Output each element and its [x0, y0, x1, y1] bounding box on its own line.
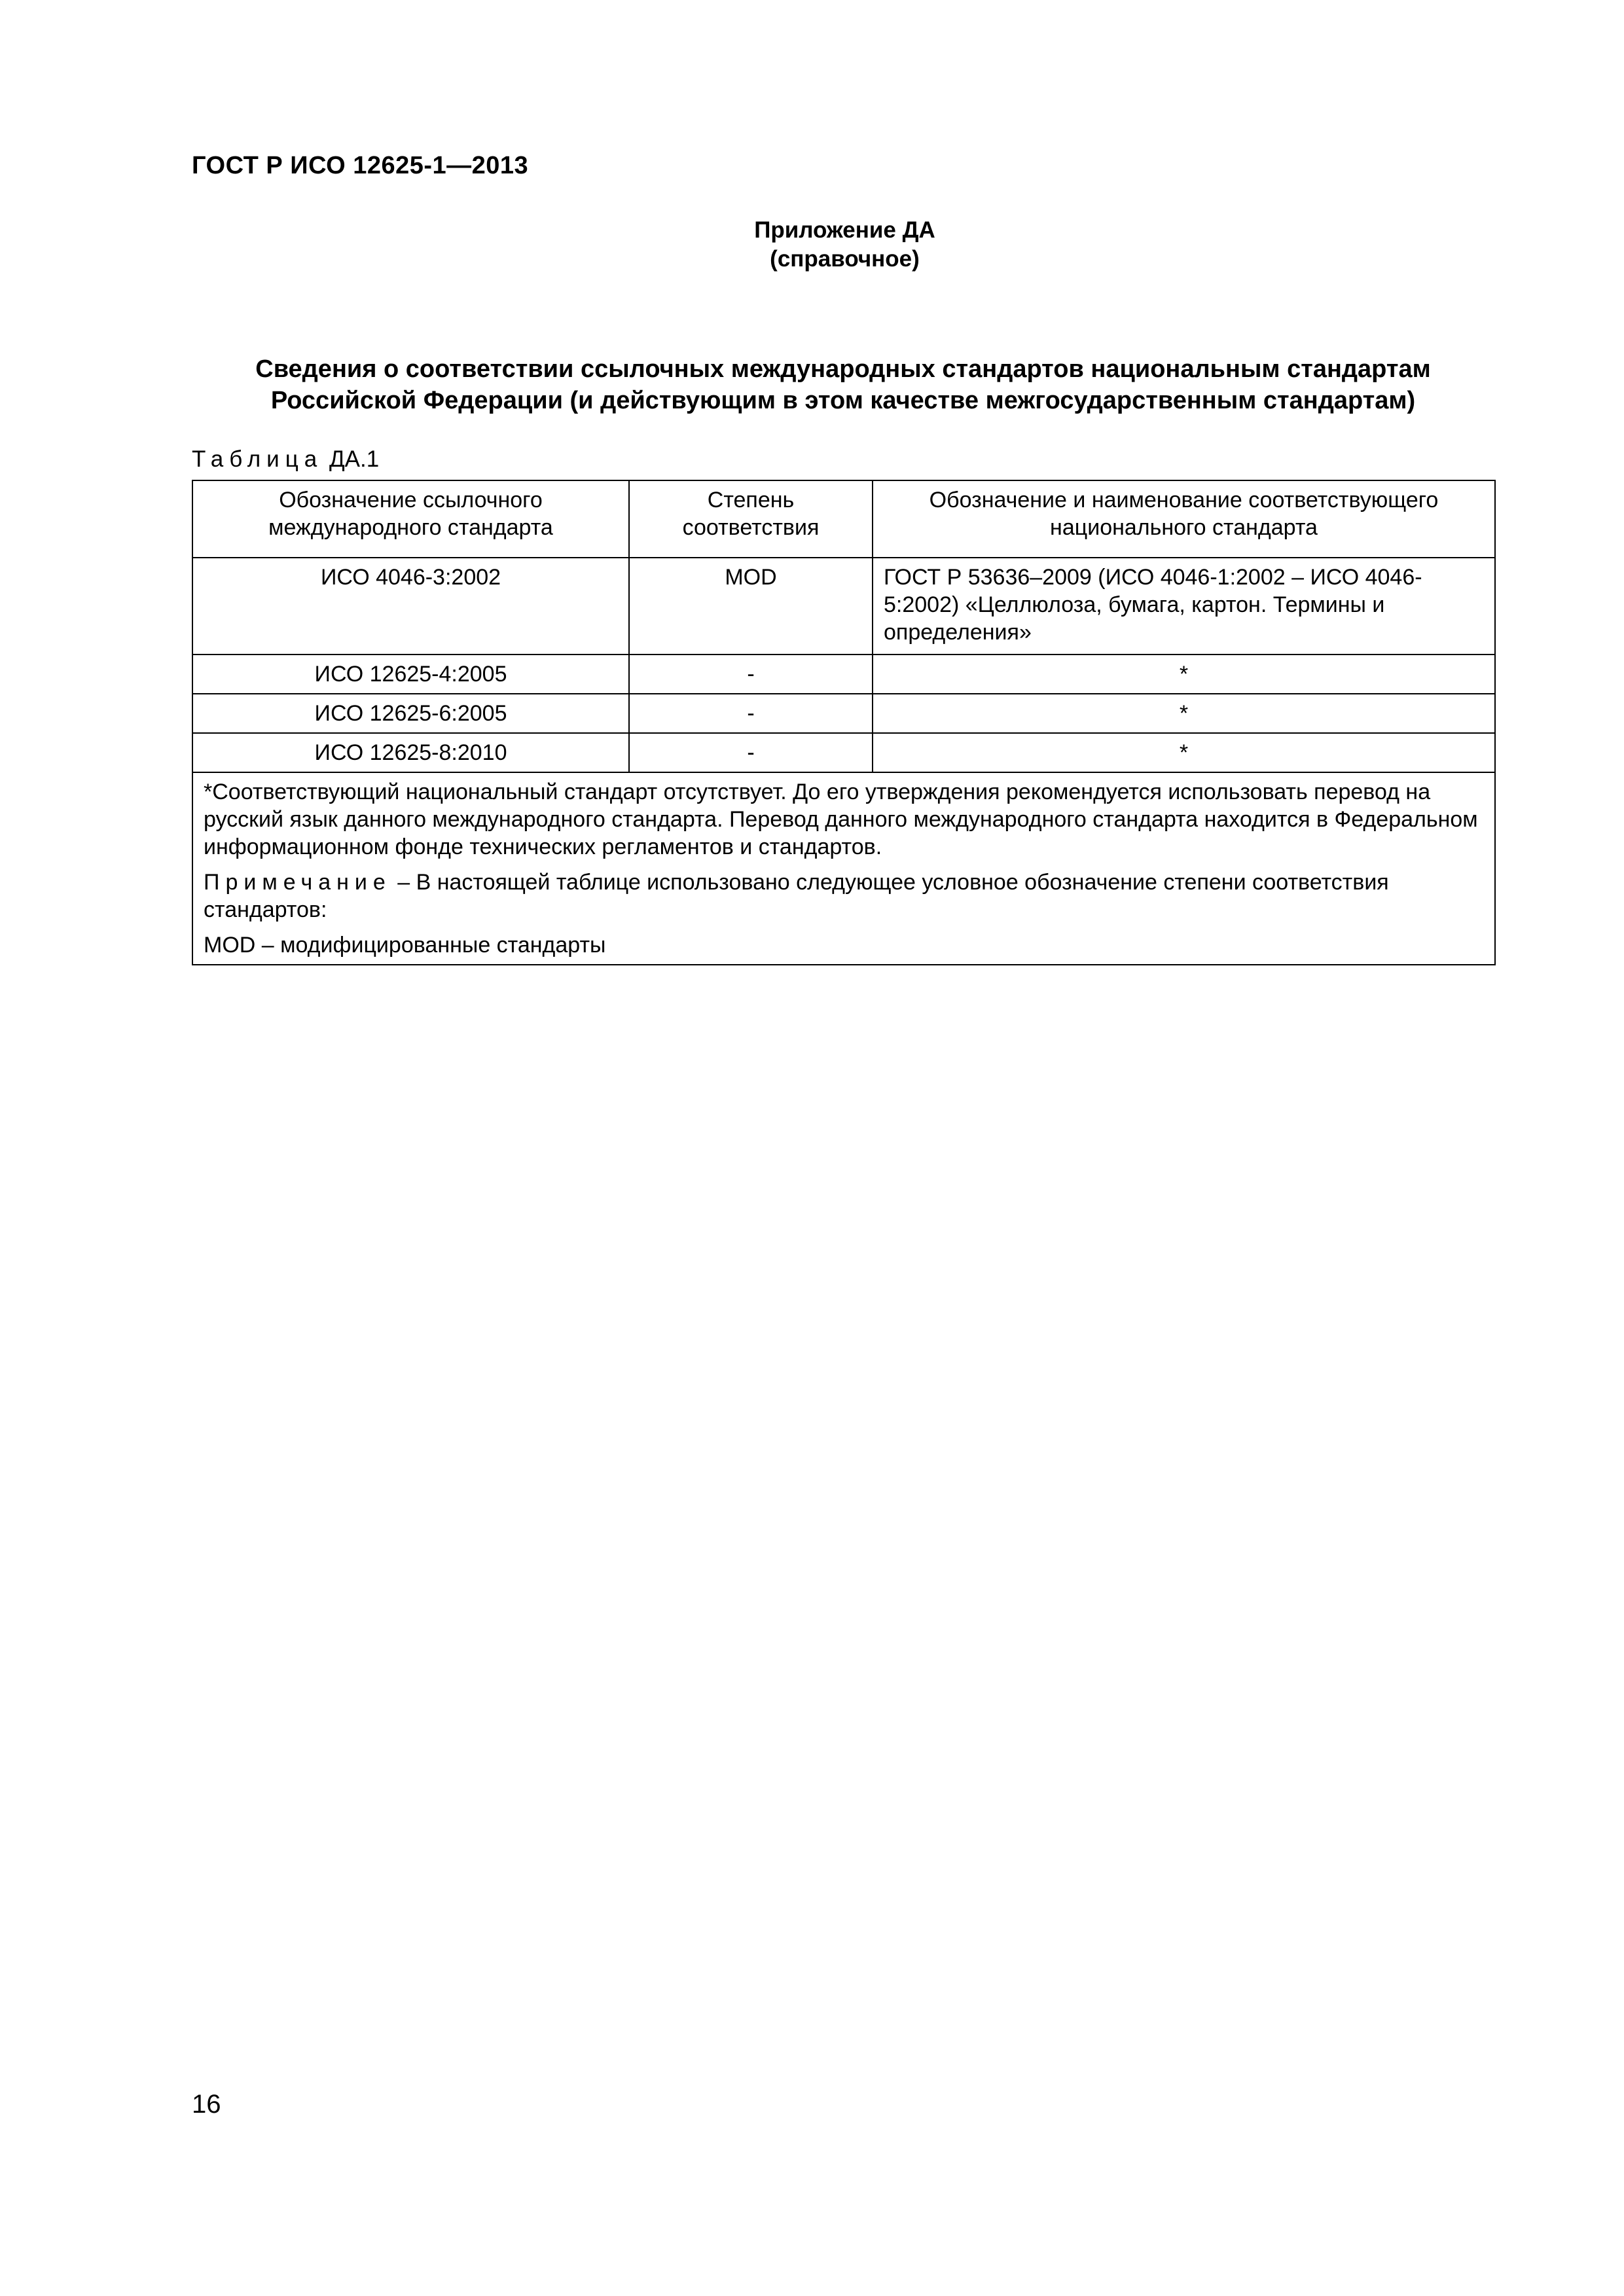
note-label: Примечание	[204, 870, 391, 895]
table-caption	[192, 446, 379, 473]
table-row	[192, 655, 1495, 694]
standards-correspondence-table	[192, 480, 1496, 965]
page-number: 16	[192, 2090, 221, 2119]
table-note	[204, 869, 1484, 924]
document-code: ГОСТ Р ИСО 12625-1—2013	[192, 152, 529, 179]
note-text: – В настоящей таблице использовано следующее условное обозначение степени соответствия стандартов:	[204, 870, 1389, 922]
cell-reference-standard: ИСО 12625-4:2005	[192, 655, 629, 694]
cell-national-standard: *	[873, 694, 1495, 733]
table-notes-row	[192, 772, 1495, 965]
table-row	[192, 694, 1495, 733]
cell-degree: -	[629, 694, 873, 733]
table-footnote: *Соответствующий национальный стандарт отсутствует. До его утверждения рекомендуется использовать перевод на русский язык данного международного стандарта. Перевод данного международного стандарта находится в Федеральном информационном фонде технических регламентов и стандартов.	[204, 780, 1478, 859]
appendix-title: Приложение ДА	[754, 217, 935, 243]
table-legend: MOD – модифицированные стандарты	[204, 933, 606, 958]
table-notes-cell	[192, 772, 1495, 965]
appendix-status: (справочное)	[770, 246, 920, 272]
column-header-degree: Степень соответствия	[629, 480, 873, 558]
appendix-title-block	[0, 216, 1624, 274]
table-caption-word: Таблица	[192, 446, 323, 472]
column-header-national: Обозначение и наименование соответствующего национального стандарта	[873, 480, 1495, 558]
table-header-row	[192, 480, 1495, 558]
cell-degree: MOD	[629, 558, 873, 655]
cell-reference-standard: ИСО 12625-6:2005	[192, 694, 629, 733]
cell-national-standard: *	[873, 733, 1495, 772]
table-row	[192, 558, 1495, 655]
section-heading	[192, 353, 1494, 416]
cell-reference-standard: ИСО 4046-3:2002	[192, 558, 629, 655]
cell-reference-standard: ИСО 12625-8:2010	[192, 733, 629, 772]
section-heading-line-1: Сведения о соответствии ссылочных международных стандартов национальным стандартам	[255, 355, 1431, 383]
cell-national-standard: ГОСТ Р 53636–2009 (ИСО 4046-1:2002 – ИСО 4046-5:2002) «Целлюлоза, бумага, картон. Термины и определения»	[873, 558, 1495, 655]
section-heading-line-2: Российской Федерации (и действующим в этом качестве межгосударственным стандартам)	[270, 387, 1416, 414]
column-header-reference: Обозначение ссылочного международного стандарта	[192, 480, 629, 558]
table-caption-number: ДА.1	[329, 446, 380, 472]
cell-degree: -	[629, 733, 873, 772]
cell-national-standard: *	[873, 655, 1495, 694]
table-row	[192, 733, 1495, 772]
cell-degree: -	[629, 655, 873, 694]
